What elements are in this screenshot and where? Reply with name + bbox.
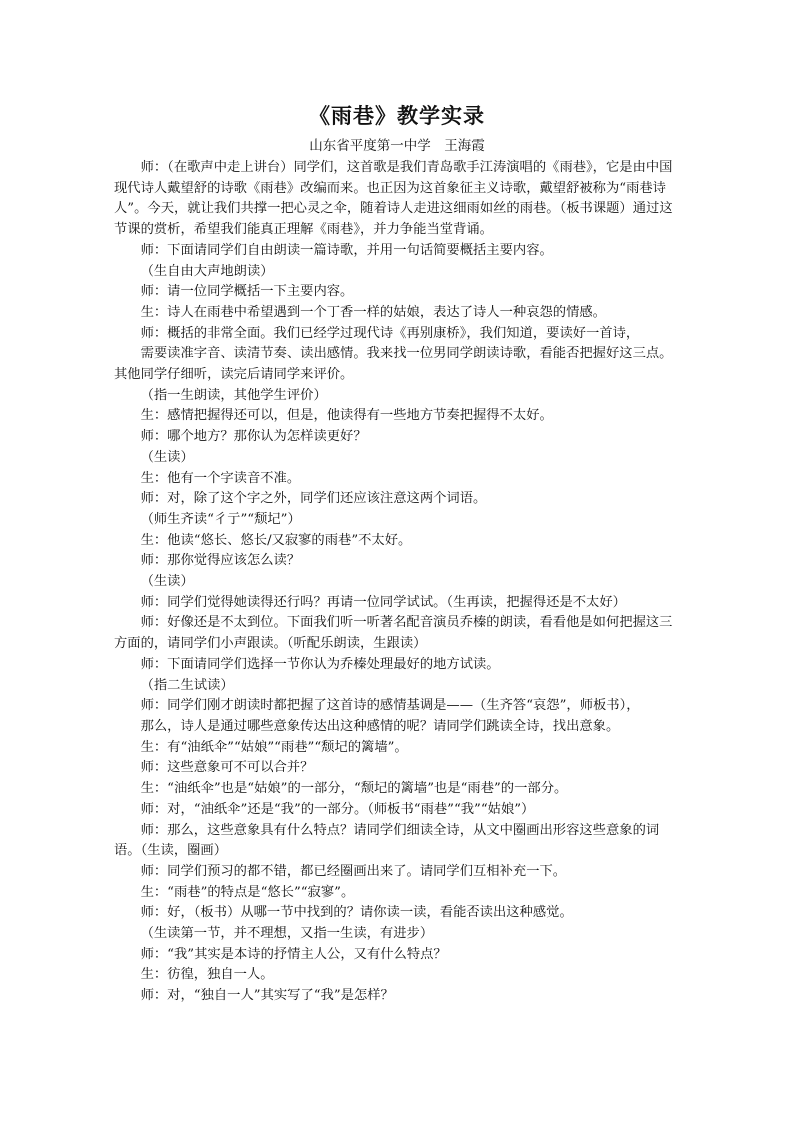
paragraph: 师：请一位同学概括一下主要内容。	[140, 284, 354, 300]
paragraph: 师：“我”其实是本诗的抒情主人公，又有什么特点？	[140, 946, 447, 962]
author-line: 山东省平度第一中学 王海霞	[309, 138, 485, 154]
paragraph: 师：对，“油纸伞”还是“我”的一部分。（师板书“雨巷”“我”“姑娘”）	[140, 801, 535, 817]
paragraph: 师：同学们刚才朗读时都把握了这首诗的感情基调是——（生齐答“哀怨”，师板书），	[140, 698, 640, 714]
paragraph: 生：“油纸伞”也是“姑娘”的一部分，“颓圮的篱墙”也是“雨巷”的一部分。	[140, 781, 568, 797]
paragraph: 师：下面请同学们自由朗读一篇诗歌，并用一句话简要概括主要内容。	[140, 242, 553, 258]
paragraph: 师：对，“独自一人”其实写了“我”是怎样？	[140, 988, 394, 1004]
paragraph: 师：哪个地方？那你认为怎样读更好？	[140, 429, 367, 445]
paragraph: 师：同学们觉得她读得还行吗？再请一位同学试试。（生再读，把握得还是不太好）	[140, 594, 626, 610]
paragraph: （生自由大声地朗读）	[140, 263, 274, 279]
paragraph: （生读第一节，并不理想，又指一生读，有进步）	[140, 926, 434, 942]
paragraph: 生：他读“悠长、悠长/又寂寥的雨巷”不太好。	[140, 532, 412, 548]
paragraph: 师：好像还是不太到位。下面我们听一听著名配音演员乔榛的朗读，看看他是如何把握这三方面的，请同学们小声跟读。（听配乐朗读，生跟读）	[114, 615, 673, 652]
paragraph: 生：诗人在雨巷中希望遇到一个丁香一样的姑娘，表达了诗人一种哀怨的情感。	[140, 304, 606, 320]
paragraph: 师：好，（板书）从哪一节中找到的？请你读一读，看能否读出这种感觉。	[140, 905, 573, 921]
paragraph: 师：（在歌声中走上讲台）同学们，这首歌是我们青岛歌手江涛演唱的《雨巷》，它是由中国现代诗人戴望舒的诗歌《雨巷》改编而来。也正因为这首象征主义诗歌，戴望舒被称为“雨巷诗人”。今天，就让我们共撑一把心灵之伞，随着诗人走进这细雨如丝的雨巷。（板书课题）通过这节课的赏析，希望我们能真正理解《雨巷》，并力争能当堂背诵。	[114, 160, 673, 238]
paragraph: 那么，诗人是通过哪些意象传达出这种感情的呢？请同学们跳读全诗，找出意象。	[140, 718, 620, 734]
document-body	[114, 158, 682, 1007]
document-title: 《雨巷》教学实录	[309, 103, 485, 128]
paragraph: 师：对，除了这个字之外，同学们还应该注意这两个词语。	[140, 491, 487, 507]
paragraph: 生：感情把握得还可以，但是，他读得有一些地方节奏把握得不太好。	[140, 408, 553, 424]
paragraph: （指二生试读）	[140, 677, 234, 693]
paragraph: 师：那么，这些意象具有什么特点？请同学们细读全诗，从文中圈画出形容这些意象的词语。（生读，圈画）	[114, 822, 660, 859]
paragraph: 生：他有一个字读音不准。	[140, 470, 301, 486]
paragraph: 生：彷徨，独自一人。	[140, 967, 274, 983]
paragraph: （指一生朗读，其他学生评价）	[140, 387, 327, 403]
paragraph: （生读）	[140, 449, 194, 465]
paragraph: 师：同学们预习的都不错，都已经圈画出来了。请同学们互相补充一下。	[140, 863, 567, 879]
paragraph: 需要读准字音、读清节奏、读出感情。我来找一位男同学朗读诗歌，看能否把握好这三点。其他同学仔细听，读完后请同学来评价。	[114, 346, 673, 383]
paragraph: 生：“雨巷”的特点是“悠长”“寂寥”。	[140, 884, 355, 900]
paragraph: 师：那你觉得应该怎么读？	[140, 553, 301, 569]
paragraph: 师：概括的非常全面。我们已经学过现代诗《再别康桥》，我们知道，要读好一首诗，	[140, 325, 640, 341]
paragraph: 师：下面请同学们选择一节你认为乔榛处理最好的地方试读。	[140, 656, 500, 672]
paragraph: 师：这些意象可不可以合并？	[140, 760, 314, 776]
paragraph: （师生齐读“彳亍”“颓圮”）	[140, 511, 301, 527]
paragraph: 生：有“油纸伞”“姑娘”“雨巷”“颓圮的篱墙”。	[140, 739, 408, 755]
paragraph: （生读）	[140, 574, 194, 590]
